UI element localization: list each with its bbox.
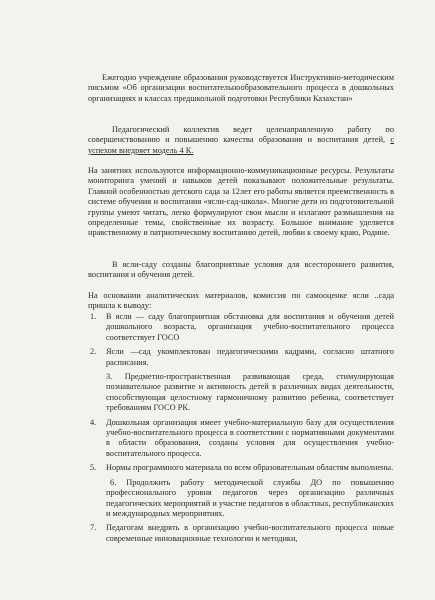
list-item-number: 1. (90, 312, 97, 321)
paragraph-ict-resources: На занятиях используются информационно-коммуникационные ресурсы. Результаты мониторинга умений и навыков детей показывают положительные результаты. Главной особенностью детского сада за 12лет его работы является преемственность в системе обучения и воспитания «ясли-сад-школа». Многие дети из подготовительной группы умеют читать, легко формулируют свои мысли и излагают размышления на определенные темы, свойственные их возрасту. Большое внимание уделяется нравственному и патриотическому воспитанию детей, любви к своему краю, Родине. (88, 166, 394, 238)
list-item (106, 372, 394, 414)
paragraph-favorable-conditions: В ясли-саду созданы благоприятные условия для всестороннего развития, воспитания и обучения детей. (88, 260, 394, 280)
list-item-number: 7. (90, 523, 97, 533)
list-item-number: 4. (90, 417, 97, 427)
list-item-text: Ясли —сад укомплектован педагогическими кадрами, согласно штатного расписания. (106, 347, 394, 367)
conclusions-list (90, 312, 394, 544)
list-item-text: В ясли — саду благоприятная обстановка для воспитания и обучения детей дошкольного возраста, организация учебно-воспитательного процесса соответствует ГОСО (106, 312, 394, 342)
list-item-text: Нормы программного материала по всем образовательным областям выполнены. (106, 463, 394, 473)
list-item-text: 3. Предметно-пространственная развивающая среда, стимулирующая познавательное развитие и активность детей в различных видах деятельности, способствующая целостному гармоничному развитию ребенка, соответствует требованиям ГОСО РК. (106, 372, 394, 413)
list-item (90, 417, 394, 460)
paragraph-teaching-staff-underlined: с успехом внедряет модель 4 К. (88, 135, 394, 155)
paragraph-teaching-staff (88, 125, 394, 156)
list-item (90, 312, 394, 343)
list-item-text: 6. Продолжить работу методической службы ДО по повышению профессионального уровня педагогов через организацию различных педагогических мероприятий и участие педагогов в областных, республиканских и международных мероприятиях. (106, 477, 394, 518)
list-item (90, 463, 394, 473)
list-item-text: Педагогам внедрять в организацию учебно-воспитательного процесса новые современные инновационные технологии и методики, (106, 523, 394, 543)
paragraph-commission-conclusion: На основании аналитических материалов, комиссия по самооценке ясли ..сада пришла к выводу: (88, 291, 394, 311)
list-item (90, 523, 394, 544)
list-item (106, 478, 394, 520)
list-item-number: 5. (90, 463, 97, 473)
paragraph-teaching-staff-text: Педагогический коллектив ведет целенаправленную работу по совершенствованию и повышению качества образования и воспитания детей, (88, 125, 394, 145)
list-item (90, 347, 394, 368)
paragraph-instructional-letter: Ежегодно учреждение образования руководствуется Инструктивно-методическим письмом «Об организации воспитательнообразовательного процесса в дошкольных организациях и классах предшкольной подготовки Республики Казахстан» (88, 73, 394, 103)
list-item-number: 2. (90, 347, 97, 357)
list-item-text: Дошкольная организация имеет учебно-материальную базу для осуществления учебно-воспитательного процесса в соответствии с нормативными документами в области образования, созданы условия для осуществления учебно-воспитательного процесса. (106, 417, 394, 458)
